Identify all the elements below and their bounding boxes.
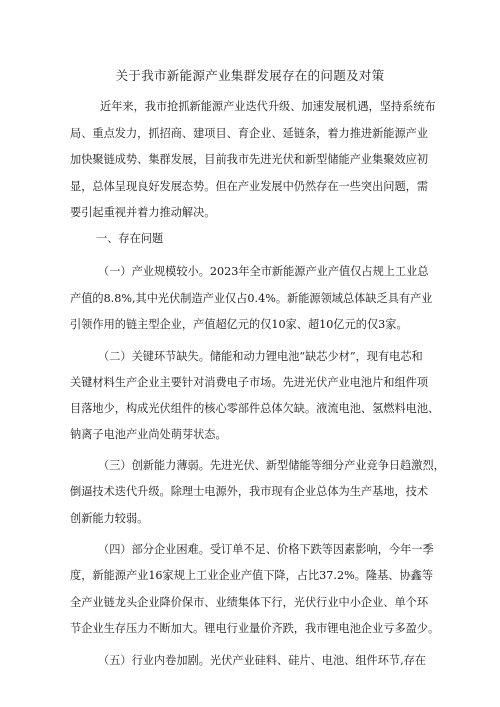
item-4-line-2: 度，新能源产业16家规上工业企业产值下降，占比37.2%。隆基、协鑫等 (70, 569, 434, 582)
intro-line-3: 加快聚链成势、集群发展，目前我市先进光伏和新型储能产业集聚效应初 (70, 153, 429, 166)
item-4-line-4: 节企业生存压力不断加大。锂电行业量价齐跌，我市锂电池企业亏多盈少。 (70, 622, 440, 635)
item-1-line-3: 引领作用的链主型企业，产值超亿元的仅10家、超10亿元的仅3家。 (70, 318, 408, 331)
intro-line-4: 显，总体呈现良好发展态势。但在产业发展中仍然存在一些突出问题，需 (70, 180, 429, 193)
item-1-line-2: 产值的8.8%,其中光伏制造产业仅占0.4%。新能源领域总体缺乏具有产业 (70, 292, 433, 305)
item-3-line-3: 创新能力较弱。 (70, 512, 149, 525)
item-2-line-1: （二）关键环节缺失。储能和动力锂电池“缺芯少材”，现有电芯和 (98, 350, 423, 363)
item-4-line-3: 全产业链龙头企业降价保市、业绩集体下行，光伏行业中小企业、单个环 (70, 596, 429, 609)
item-2-line-2: 关键材料生产企业主要针对消费电子市场。先进光伏产业电池片和组件项 (70, 376, 429, 389)
item-3-line-2: 倒逼技术迭代升级。除理士电源外，我市现有企业总体为生产基地，技术 (70, 485, 429, 498)
item-5-line-1: （五）行业内卷加剧。光伏产业硅料、硅片、电池、组件环节,存在 (98, 654, 426, 667)
item-3-line-1: （三）创新能力薄弱。先进光伏、新型储能等细分产业竞争日趋激烈， (98, 459, 445, 472)
section-heading: 一、存在问题 (96, 232, 164, 245)
intro-line-1: 近年来，我市抢抓新能源产业迭代升级、加速发展机遇，坚持系统布 (100, 100, 436, 113)
item-4-line-1: （四）部分企业困难。受订单不足、价格下跌等因素影响，今年一季 (98, 543, 434, 556)
item-2-line-4: 钠离子电池产业尚处萌芽状态。 (70, 428, 227, 441)
intro-line-5: 要引起重视并着力推动解决。 (70, 206, 216, 219)
item-2-line-3: 目落地少，构成光伏组件的核心零部件总体欠缺。液流电池、氢燃料电池、 (70, 402, 440, 415)
document-title: 关于我市新能源产业集群发展存在的问题及对策 (115, 68, 385, 83)
item-1-line-1: （一）产业规模较小。2023年全市新能源产业产值仅占规上工业总 (98, 265, 429, 278)
intro-line-2: 局、重点发力，抓招商、建项目、育企业、延链条，着力推进新能源产业 (70, 127, 429, 140)
